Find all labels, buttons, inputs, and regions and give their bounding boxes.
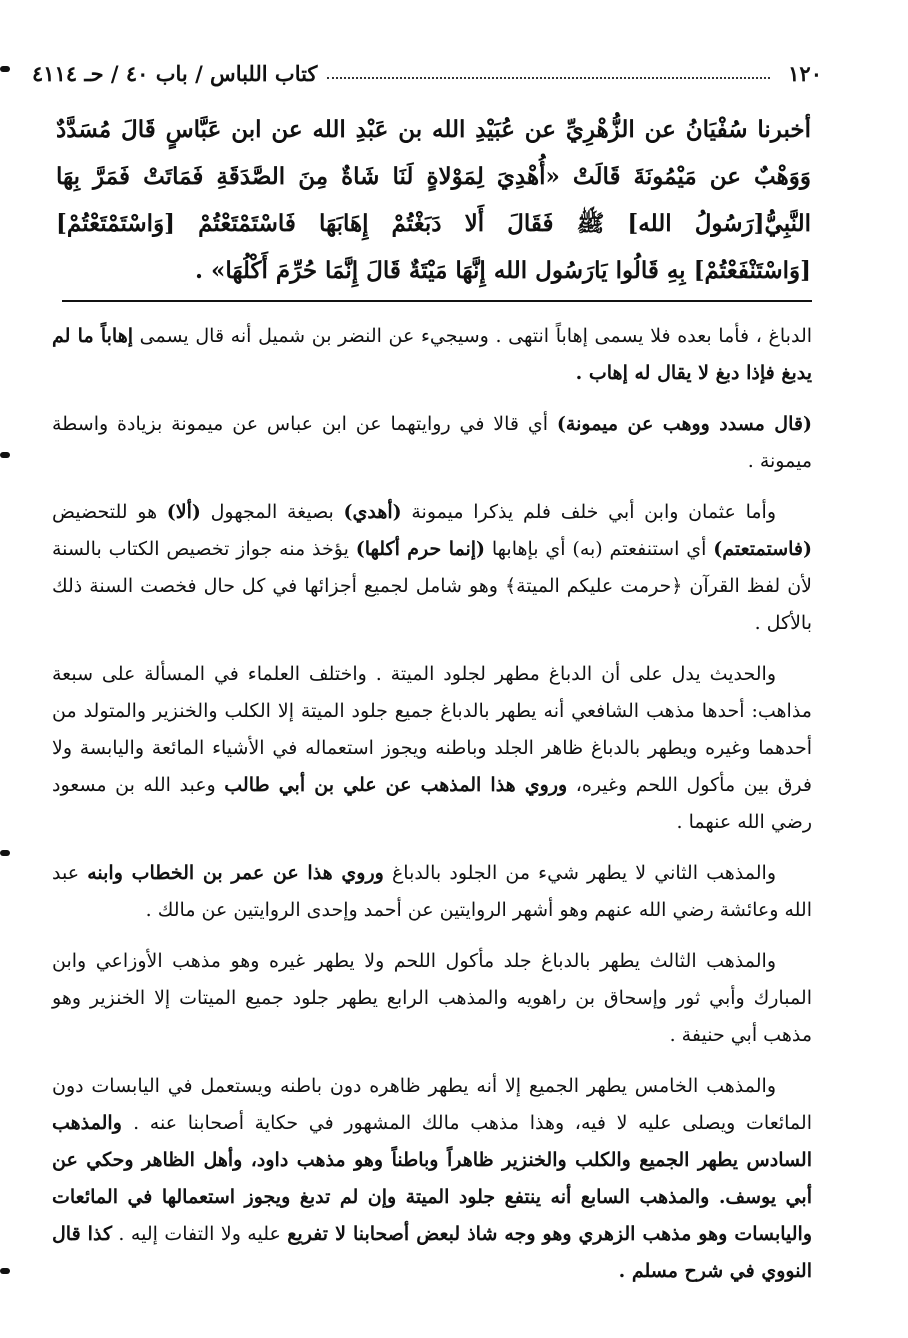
quoted-phrase: (ألا): [166, 501, 201, 523]
commentary-paragraph: [52, 494, 812, 642]
paragraph-text: بصيغة المجهول: [200, 501, 344, 523]
paragraph-text: عليه ولا التفات إليه .: [112, 1223, 288, 1245]
margin-mark: [0, 66, 10, 72]
paragraph-bold-text: وروي هذا عن عمر بن الخطاب وابنه: [87, 862, 384, 884]
footnote-separator: [62, 300, 812, 302]
paragraph-text: أي استنفعتم (به) أي بإهابها: [485, 538, 714, 560]
paragraph-text: والحديث يدل على أن الدباغ مطهر لجلود الميتة . واختلف العلماء في المسألة على سبعة مذاهب: أحدها مذهب الشافعي أنه يطهر بالدباغ جميع جلود الميتة إلا الكلب والخنزير والمتولد من أحدهما وغيره ويطهر بالدباغ ظاهر الجلد وباطنه ويجوز استعماله في الأشياء المائعة واليابسة ولا فرق بين مأكول اللحم وغيره،: [52, 663, 813, 796]
commentary-paragraph: [52, 318, 812, 392]
quoted-phrase: (أهدي): [343, 501, 402, 523]
paragraph-text: الدباغ ، فأما بعده فلا يسمى إهاباً انتهى . وسيجيء عن النضر بن شميل أنه قال يسمى: [133, 325, 813, 347]
paragraph-text: والمذهب الخامس يطهر الجميع إلا أنه يطهر ظاهره دون باطنه ويستعمل في اليابسات دون المائعات ويصلى عليه لا فيه، وهذا مذهب مالك المشهور في حكاية أصحابنا عنه .: [52, 1075, 812, 1134]
paragraph-bold-text: والمذهب السادس يطهر الجميع والكلب والخنزير ظاهراً وباطناً وهو مذهب داود، وأهل الظاهر وحكي عن أبي يوسف. والمذهب السابع أنه ينتفع جلود الميتة وإن لم تدبغ ويجوز استعمالها في المائعات واليابسات وهو مذهب الزهري وهو وجه شاذ لبعض أصحابنا لا تفريع: [52, 1112, 812, 1245]
commentary: [52, 318, 812, 1304]
quoted-phrase: (إنما حرم أكلها): [355, 538, 486, 560]
paragraph-text: يؤخذ منه جواز تخصيص الكتاب بالسنة لأن لفظ القرآن ﴿حرمت عليكم الميتة﴾ وهو شامل لجميع أجزائها في كل حال فخصت السنة ذلك بالأكل .: [52, 538, 812, 634]
hadith-text: أخبرنا سُفْيَانُ عن الزُّهْرِيِّ عن عُبَيْدِ الله بن عَبْدِ الله عن ابن عَبَّاسٍ قَالَ مُسَدَّدٌ وَوَهْبٌ عن مَيْمُونَةَ قَالَتْ «أُهْدِيَ لِمَوْلاةٍ لَنَا شَاةٌ مِنَ الصَّدَقَةِ فَمَاتَتْ فَمَرَّ بِهَا النَّبِيُّ[رَسُولُ الله] ﷺ فَقَالَ أَلا دَبَغْتُمْ إِهَابَهَا فَاسْتَمْتَعْتُمْ [وَاسْتَمْتَعْتُمْ] [وَاسْتَنْفَعْتُمْ] بِهِ قَالُوا يَارَسُول الله إِنَّهَا مَيْتَةٌ قَالَ إِنَّمَا حُرِّمَ أَكْلُهَا» .: [56, 116, 811, 284]
paragraph-text: عبد الله وعائشة رضي الله عنهم وهو أشهر الروايتين عن أحمد وإحدى الروايتين عن مالك .: [52, 862, 812, 921]
running-header: [32, 56, 822, 90]
paragraph-bold-text: كذا قال النووي في شرح مسلم .: [52, 1223, 812, 1282]
paragraph-text: والمذهب الثالث يطهر بالدباغ جلد مأكول اللحم ولا يطهر غيره وهو مذهب الأوزاعي وابن المبارك وأبي ثور وإسحاق بن راهويه والمذهب الرابع يطهر جلود جميع الميتات إلا الخنزير وهو مذهب أبي حنيفة .: [52, 950, 812, 1046]
commentary-paragraph: [52, 943, 812, 1054]
paragraph-bold-text: وروي هذا المذهب عن علي بن أبي طالب: [224, 774, 568, 796]
paragraph-text: وأما عثمان وابن أبي خلف فلم يذكرا ميمونة: [401, 501, 776, 523]
paragraph-text: هو للتحضيض: [52, 501, 167, 523]
paragraph-bold-text: إهاباً ما لم يدبغ فإذا دبغ لا يقال له إهاب .: [52, 325, 812, 384]
margin-mark: [0, 452, 10, 458]
paragraph-text: أي قالا في روايتهما عن ابن عباس عن ميمونة بزيادة واسطة ميمونة .: [52, 413, 812, 472]
quoted-phrase: (قال مسدد ووهب عن ميمونة): [556, 413, 812, 435]
paragraph-text: والمذهب الثاني لا يطهر شيء من الجلود بالدباغ: [383, 862, 776, 884]
quoted-phrase: (فاستمتعتم): [713, 538, 812, 560]
margin-mark: [0, 850, 10, 856]
commentary-paragraph: [52, 855, 812, 929]
paragraph-text: وعبد الله بن مسعود رضي الله عنهما .: [52, 774, 812, 833]
commentary-paragraph: [52, 656, 812, 841]
commentary-paragraph: [52, 1068, 812, 1290]
header-dot-leader: [327, 75, 770, 79]
page-number: ١٢٠: [788, 60, 822, 86]
margin-mark: [0, 1268, 10, 1274]
commentary-paragraph: [52, 406, 812, 480]
chapter-reference: كتاب اللباس / باب ٤٠ / حـ ٤١١٤: [32, 60, 318, 86]
